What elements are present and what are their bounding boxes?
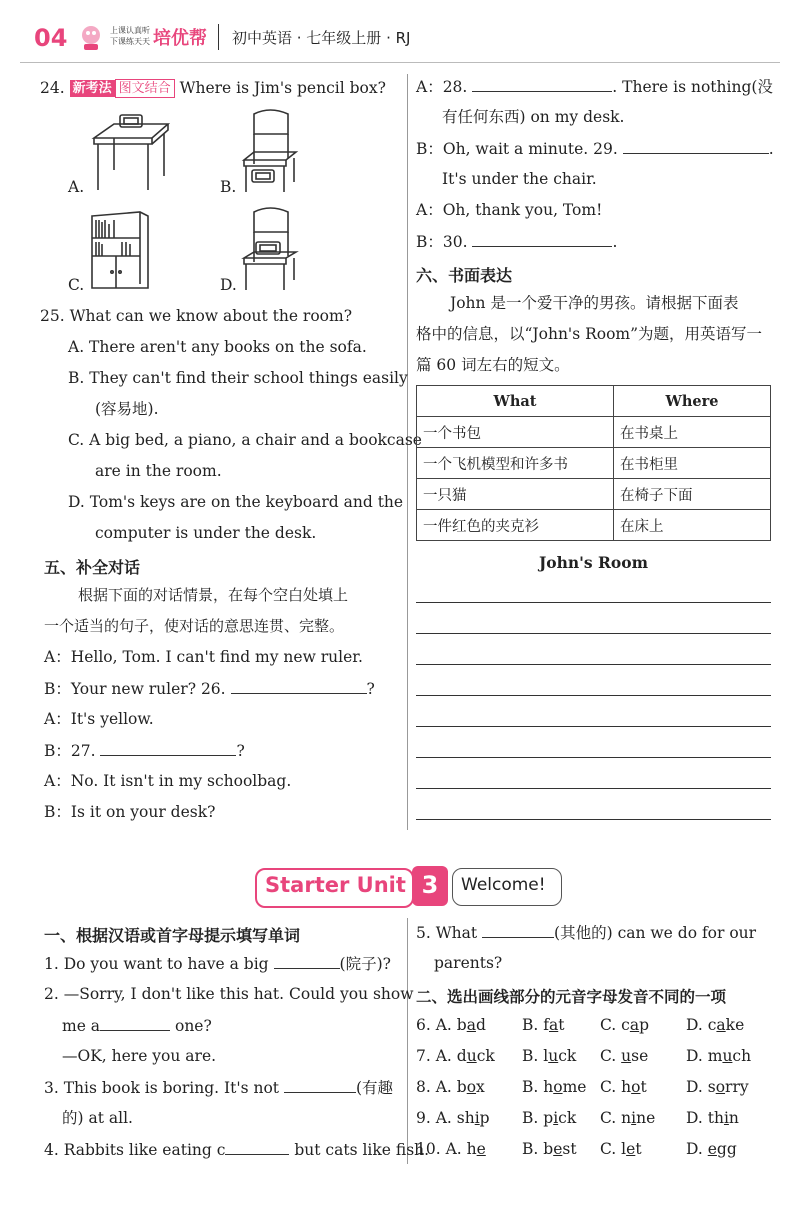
underlined-vowel: i xyxy=(723,1109,729,1127)
brand-name: 培优帮 xyxy=(153,28,207,49)
phonics-option-c[interactable] xyxy=(600,1078,647,1097)
section-5-instruction-2: 一个适当的句子，使对话的意思连贯、完整。 xyxy=(44,617,345,635)
underlined-vowel: o xyxy=(631,1078,641,1096)
option-letter: D. xyxy=(686,1109,708,1127)
underlined-vowel: i xyxy=(553,1109,559,1127)
q24-number: 24. xyxy=(40,79,65,97)
phonics-option-c[interactable] xyxy=(600,1016,649,1035)
option-word: nine xyxy=(621,1109,656,1127)
u3-q2-text: me a xyxy=(62,1017,101,1035)
phonics-option-b[interactable] xyxy=(522,1078,586,1097)
dialog-line-2-text: B：Your new ruler? 26. xyxy=(44,680,226,698)
q25-option-a: A. There aren't any books on the sofa. xyxy=(68,338,367,356)
q25-option-b-line1: B. They can't find their school things easily xyxy=(68,369,408,387)
u3-q4 xyxy=(44,1140,429,1160)
q25-option-d-line2: computer is under the desk. xyxy=(95,524,317,542)
underlined-vowel: e xyxy=(707,1140,717,1158)
logo-slogan-2: 下课练天天 xyxy=(110,37,150,46)
option-letter: B. xyxy=(522,1140,544,1158)
underlined-vowel: i xyxy=(474,1109,480,1127)
dialog-line-30 xyxy=(416,232,617,252)
q-mark: ? xyxy=(366,680,375,698)
dialog-line-28-cont: 有任何东西) on my desk. xyxy=(442,108,625,126)
u3-q3-line2: 的) at all. xyxy=(62,1109,133,1127)
phonics-option-a[interactable] xyxy=(416,1109,490,1128)
answer-blank-1[interactable] xyxy=(274,954,340,969)
column-divider-bottom xyxy=(407,918,408,1164)
period: . xyxy=(768,140,774,158)
option-c-bookcase-illustration xyxy=(88,208,152,296)
phonics-option-d[interactable] xyxy=(686,1078,749,1097)
table-cell: 在书桌上 xyxy=(614,417,771,448)
answer-blank-30[interactable] xyxy=(472,232,612,247)
phonics-option-b[interactable] xyxy=(522,1047,576,1066)
option-word: fat xyxy=(543,1016,565,1034)
dialog-line-29-cont: It's under the chair. xyxy=(442,170,597,188)
page-number: 04 xyxy=(34,24,68,52)
u3-q4-text: 4. Rabbits like eating c xyxy=(44,1141,226,1159)
option-word: box xyxy=(456,1078,485,1096)
phonics-option-c[interactable] xyxy=(600,1109,655,1128)
option-letter: 10. A. xyxy=(416,1140,467,1158)
option-word: duck xyxy=(456,1047,495,1065)
q25-option-c-line2: are in the room. xyxy=(95,462,222,480)
phonics-option-c[interactable] xyxy=(600,1140,642,1159)
underlined-vowel: i xyxy=(631,1109,637,1127)
u3-q1 xyxy=(44,954,391,974)
option-a-label: A. xyxy=(68,178,85,196)
dialog-line-5: A：No. It isn't in my schoolbag. xyxy=(44,772,292,790)
tag-image-text: 图文结合 xyxy=(115,79,175,98)
dialog-line-2 xyxy=(44,679,375,699)
phonics-option-a[interactable] xyxy=(416,1016,486,1035)
section-5-title: 五、补全对话 xyxy=(44,558,141,577)
writing-line[interactable] xyxy=(416,726,771,727)
answer-blank-5[interactable] xyxy=(482,923,554,938)
u3-q5-line1 xyxy=(416,923,756,943)
phonics-option-a[interactable] xyxy=(416,1140,486,1159)
underlined-vowel: e xyxy=(553,1140,563,1158)
book-title: 初中英语 · 七年级上册 · RJ xyxy=(232,29,411,47)
writing-line[interactable] xyxy=(416,757,771,758)
logo-icon xyxy=(76,22,106,52)
dialog-line-4 xyxy=(44,741,245,761)
option-c-label: C. xyxy=(68,276,85,294)
option-word: pick xyxy=(543,1109,577,1127)
table-header-row xyxy=(417,386,771,417)
option-word: much xyxy=(707,1047,752,1065)
dialog-line-29 xyxy=(416,139,774,159)
underlined-vowel: u xyxy=(722,1047,733,1065)
u3-q1-hint: (院子)? xyxy=(339,955,391,973)
option-word: use xyxy=(621,1047,649,1065)
answer-blank-28[interactable] xyxy=(472,77,612,92)
answer-blank-27[interactable] xyxy=(100,741,236,756)
option-letter: D. xyxy=(686,1078,708,1096)
underlined-vowel: e xyxy=(476,1140,486,1158)
table-cell: 在椅子下面 xyxy=(614,479,771,510)
option-letter: 8. A. xyxy=(416,1078,457,1096)
option-letter: C. xyxy=(600,1047,622,1065)
phonics-option-b[interactable] xyxy=(522,1109,576,1128)
phonics-option-c[interactable] xyxy=(600,1047,648,1066)
dialog-line-3: A：It's yellow. xyxy=(44,710,154,728)
header-rule xyxy=(20,62,780,63)
answer-blank-2[interactable] xyxy=(100,1016,170,1031)
underlined-vowel: a xyxy=(466,1016,476,1034)
phonics-option-d[interactable] xyxy=(686,1016,744,1035)
unit-title: Welcome! xyxy=(461,875,546,895)
option-letter: D. xyxy=(686,1016,708,1034)
option-word: cake xyxy=(707,1016,745,1034)
table-cell: 一个书包 xyxy=(417,417,614,448)
option-word: best xyxy=(543,1140,577,1158)
option-letter: 7. A. xyxy=(416,1047,457,1065)
dialog-line-1: A：Hello, Tom. I can't find my new ruler. xyxy=(44,648,363,666)
option-letter: C. xyxy=(600,1140,622,1158)
dialog-30-prefix: B：30. xyxy=(416,233,468,251)
u3-q3-text: 3. This book is boring. It's not xyxy=(44,1079,280,1097)
writing-line[interactable] xyxy=(416,602,771,603)
underlined-vowel: u xyxy=(466,1047,477,1065)
underlined-vowel: u xyxy=(548,1047,559,1065)
writing-line[interactable] xyxy=(416,788,771,789)
option-word: ship xyxy=(456,1109,490,1127)
table-cell: 一件红色的夹克衫 xyxy=(417,510,614,541)
phonics-option-b[interactable] xyxy=(522,1140,577,1159)
option-word: hot xyxy=(621,1078,647,1096)
dialog-28-suffix: . There is nothing(没 xyxy=(612,78,773,96)
table-header-what: What xyxy=(417,386,614,417)
dialog-29-prefix: B：Oh, wait a minute. 29. xyxy=(416,140,618,158)
answer-blank-4[interactable] xyxy=(225,1140,289,1155)
section-6-prompt-3: 篇 60 词左右的短文。 xyxy=(416,356,570,374)
option-letter: C. xyxy=(600,1109,622,1127)
phonics-option-b[interactable] xyxy=(522,1016,564,1035)
table-cell: 在床上 xyxy=(614,510,771,541)
option-word: cap xyxy=(621,1016,650,1034)
answer-blank-26[interactable] xyxy=(231,679,367,694)
option-word: let xyxy=(621,1140,642,1158)
option-letter: 9. A. xyxy=(416,1109,457,1127)
option-word: thin xyxy=(707,1109,739,1127)
option-letter: B. xyxy=(522,1047,544,1065)
column-divider-top xyxy=(407,74,408,830)
section-6-prompt-2: 格中的信息，以“John's Room”为题，用英语写一 xyxy=(416,325,763,343)
dialog-line-6: B：Is it on your desk? xyxy=(44,803,216,821)
q25-option-d-line1: D. Tom's keys are on the keyboard and the xyxy=(68,493,404,511)
option-word: sorry xyxy=(707,1078,749,1096)
header-divider xyxy=(218,24,219,50)
q25-option-c-line1: C. A big bed, a piano, a chair and a bookcase xyxy=(68,431,422,449)
writing-line[interactable] xyxy=(416,664,771,665)
option-letter: B. xyxy=(522,1078,544,1096)
u3-q5-line2: parents? xyxy=(434,954,503,972)
table-row xyxy=(417,510,771,541)
option-a-desk-illustration xyxy=(88,112,172,200)
table-row xyxy=(417,479,771,510)
q25-option-b-line2: (容易地). xyxy=(95,400,159,418)
phonics-option-a[interactable] xyxy=(416,1078,485,1097)
table-cell: 在书柜里 xyxy=(614,448,771,479)
underlined-vowel: o xyxy=(466,1078,477,1096)
option-letter: D. xyxy=(686,1047,708,1065)
u3-q3-hint: (有趣 xyxy=(355,1079,394,1097)
phonics-option-d[interactable] xyxy=(686,1140,737,1159)
u3-q1-text: 1. Do you want to have a big xyxy=(44,955,269,973)
u3-q5-text: 5. What xyxy=(416,924,478,942)
underlined-vowel: o xyxy=(715,1078,726,1096)
page-header xyxy=(0,18,800,62)
section-6-prompt-1: John 是一个爱干净的男孩。请根据下面表 xyxy=(450,294,739,312)
u3-section-2-title: 二、选出画线部分的元音字母发音不同的一项 xyxy=(416,988,727,1006)
unit-name: Starter Unit xyxy=(265,873,406,897)
writing-line[interactable] xyxy=(416,819,771,820)
u3-section-1-title: 一、根据汉语或首字母提示填写单词 xyxy=(44,926,301,945)
u3-q2-line1: 2. —Sorry, I don't like this hat. Could you show xyxy=(44,985,414,1003)
u3-q2-end: one? xyxy=(174,1017,212,1035)
option-word: home xyxy=(543,1078,587,1096)
essay-title: John's Room xyxy=(538,553,649,572)
section-5-instruction-1: 根据下面的对话情景，在每个空白处填上 xyxy=(78,586,349,604)
dialog-28-prefix: A：28. xyxy=(416,78,468,96)
phonics-option-d[interactable] xyxy=(686,1047,751,1066)
underlined-vowel: a xyxy=(716,1016,726,1034)
u3-q5-hint: (其他的) can we do for our xyxy=(554,924,757,942)
underlined-vowel: a xyxy=(629,1016,640,1034)
option-b-label: B. xyxy=(220,178,237,196)
q-mark: ? xyxy=(236,742,245,760)
logo-slogan-1: 上课认真听 xyxy=(110,26,150,35)
section-6-title: 六、书面表达 xyxy=(416,266,513,285)
option-word: bad xyxy=(456,1016,486,1034)
option-letter: C. xyxy=(600,1016,622,1034)
dialog-line-thanks: A：Oh, thank you, Tom! xyxy=(416,201,603,219)
table-row xyxy=(417,448,771,479)
option-d-chair-illustration xyxy=(240,206,300,298)
option-letter: B. xyxy=(522,1109,544,1127)
dialog-line-28 xyxy=(416,77,773,97)
q24-text: Where is Jim's pencil box? xyxy=(179,79,386,97)
answer-blank-29[interactable] xyxy=(623,139,769,154)
writing-line[interactable] xyxy=(416,633,771,634)
answer-blank-3[interactable] xyxy=(284,1078,356,1093)
option-letter: D. xyxy=(686,1140,708,1158)
underlined-vowel: u xyxy=(621,1047,632,1065)
info-table xyxy=(416,385,771,541)
option-word: luck xyxy=(543,1047,577,1065)
option-word: egg xyxy=(707,1140,737,1158)
option-d-label: D. xyxy=(220,276,237,294)
option-letter: B. xyxy=(522,1016,544,1034)
option-b-chair-illustration xyxy=(240,108,300,200)
phonics-option-d[interactable] xyxy=(686,1109,739,1128)
u3-q4-end: but cats like fish. xyxy=(294,1141,430,1159)
option-letter: 6. A. xyxy=(416,1016,457,1034)
phonics-option-a[interactable] xyxy=(416,1047,495,1066)
table-header-where: Where xyxy=(614,386,771,417)
option-letter: C. xyxy=(600,1078,622,1096)
underlined-vowel: e xyxy=(626,1140,636,1158)
table-cell: 一个飞机模型和许多书 xyxy=(417,448,614,479)
underlined-vowel: o xyxy=(553,1078,563,1096)
underlined-vowel: a xyxy=(549,1016,559,1034)
period: . xyxy=(612,233,618,251)
tag-new-method: 新考法 xyxy=(70,80,115,97)
dialog-line-4-text: B：27. xyxy=(44,742,96,760)
question-24 xyxy=(40,79,386,98)
table-cell: 一只猫 xyxy=(417,479,614,510)
u3-q2-line2 xyxy=(62,1016,212,1036)
writing-line[interactable] xyxy=(416,695,771,696)
u3-q3-line1 xyxy=(44,1078,393,1098)
table-row xyxy=(417,417,771,448)
q25-stem: 25. What can we know about the room? xyxy=(40,307,353,325)
option-word: he xyxy=(466,1140,486,1158)
unit-banner xyxy=(255,866,565,908)
u3-q2-line3: —OK, here you are. xyxy=(62,1047,217,1065)
unit-number: 3 xyxy=(421,871,439,899)
